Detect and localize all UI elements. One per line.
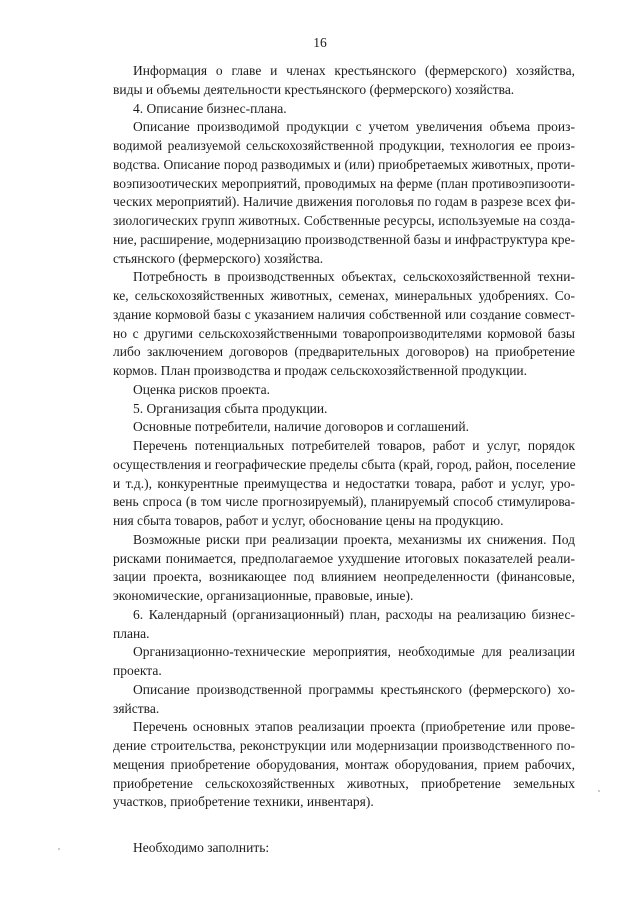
paragraph-line: водства. Описание пород разводимых и (или) приобретаемых животных, проти- <box>113 156 575 172</box>
paragraph-line: Организационно-технические мероприятия, необходимые для реализации <box>133 644 575 660</box>
paragraph-line: зиологических групп животных. Собственные ресурсы, используемые на созда- <box>113 213 575 228</box>
paragraph-line: Описание производимой продукции с учетом увеличения объема произ- <box>133 119 575 135</box>
paragraph-line: проекта. <box>113 663 162 678</box>
document-body <box>113 62 575 858</box>
paragraph <box>113 531 575 606</box>
paragraph-line: либо заключением договоров (предварительных договоров) на приобретение <box>113 344 575 360</box>
paragraph <box>113 100 575 119</box>
paragraph-line: рисками понимается, предполагаемое ухудшение итоговых показателей реали- <box>113 550 575 566</box>
paragraph <box>113 268 575 381</box>
paragraph-line: и т.д.), конкурентные преимущества и недостатки товара, работ и услуг, уро- <box>113 475 575 491</box>
paragraph-line: воэпизоотических мероприятий, проводимых на ферме (план противоэпизооти- <box>113 175 575 191</box>
paragraph-line: Перечень основных этапов реализации проекта (приобретение или прове- <box>133 719 575 735</box>
paragraph <box>113 118 575 268</box>
paragraph-line: 4. Описание бизнес-плана. <box>133 100 287 116</box>
paragraph-line: экономические, организационные, правовые, иные). <box>113 588 414 603</box>
paragraph <box>113 400 575 419</box>
page-number: 16 <box>313 35 327 50</box>
paragraph-line: Возможные риски при реализации проекта, механизмы их снижения. Под <box>133 531 575 547</box>
scan-speck <box>58 848 60 850</box>
paragraph-line: 5. Организация сбыта продукции. <box>133 400 328 416</box>
paragraph-line: Информация о главе и членах крестьянского (фермерского) хозяйства, <box>133 63 575 78</box>
paragraph-line: кормов. План производства и продаж сельскохозяйственной продукции. <box>113 363 528 378</box>
paragraph-line: Основные потребители, наличие договоров и соглашений. <box>133 419 469 435</box>
paragraph-line: вень спроса (в том числе прогнозируемый), планируемый способ стимулирова- <box>113 494 575 510</box>
paragraph-line: зации проекта, возникающее под влиянием неопределенности (финансовые, <box>113 569 575 585</box>
paragraph-line: плана. <box>113 625 150 641</box>
paragraph-line: но с другими сельскохозяйственными товаропроизводителями кормовой базы <box>113 325 575 341</box>
paragraph-line: дение строительства, реконструкции или модернизации производственного по- <box>113 738 575 753</box>
paragraph-line: ния сбыта товаров, работ и услуг, обоснование цены на продукцию. <box>113 513 504 528</box>
paragraph-line: приобретение сельскохозяйственных животных, приобретение земельных <box>113 775 575 791</box>
paragraph <box>113 606 575 644</box>
paragraph-line: водимой реализуемой сельскохозяйственной продукции, технология ее произ- <box>113 138 575 153</box>
paragraph-line: здание кормовой базы с указанием наличия собственной или создание совмест- <box>113 306 575 322</box>
paragraph-line: стьянского (фермерского) хозяйства. <box>113 250 324 266</box>
spacer <box>113 812 575 839</box>
paragraph-line: осуществления и географические пределы сбыта (край, город, район, поселение <box>113 456 576 472</box>
paragraph <box>113 643 575 681</box>
paragraph <box>113 681 575 719</box>
paragraph-line: Перечень потенциальных потребителей товаров, работ и услуг, порядок <box>133 438 575 453</box>
paragraph-line: ческих мероприятий). Наличие движения поголовья по годам в разрезе всех фи- <box>113 194 576 210</box>
paragraph-line: Потребность в производственных объектах, сельскохозяйственной техни- <box>133 269 575 285</box>
paragraph <box>113 62 575 100</box>
paragraph-line: ке, сельскохозяйственных животных, семенах, минеральных удобрениях. Со- <box>113 288 575 303</box>
paragraph-line: 6. Календарный (организационный) план, расходы на реализацию бизнес- <box>133 606 575 622</box>
closing-heading: Необходимо заполнить: <box>133 840 270 855</box>
paragraph-line: ние, расширение, модернизацию производственной базы и инфраструктура кре- <box>113 231 575 247</box>
paragraph <box>113 718 575 812</box>
paragraph-line: виды и объемы деятельности крестьянского (фермерского) хозяйства. <box>113 81 515 97</box>
paragraph-line: участков, приобретение техники, инвентаря). <box>113 794 374 810</box>
scan-speck <box>598 790 600 792</box>
paragraph-line: зяйства. <box>113 700 160 716</box>
paragraph-line: мещения приобретение оборудования, монтаж оборудования, прием рабочих, <box>113 756 575 772</box>
paragraph-line: Оценка рисков проекта. <box>133 381 270 397</box>
paragraph <box>113 381 575 400</box>
paragraph <box>113 418 575 437</box>
paragraph-line: Описание производственной программы крестьянского (фермерского) хо- <box>133 681 575 697</box>
paragraph <box>113 437 575 531</box>
